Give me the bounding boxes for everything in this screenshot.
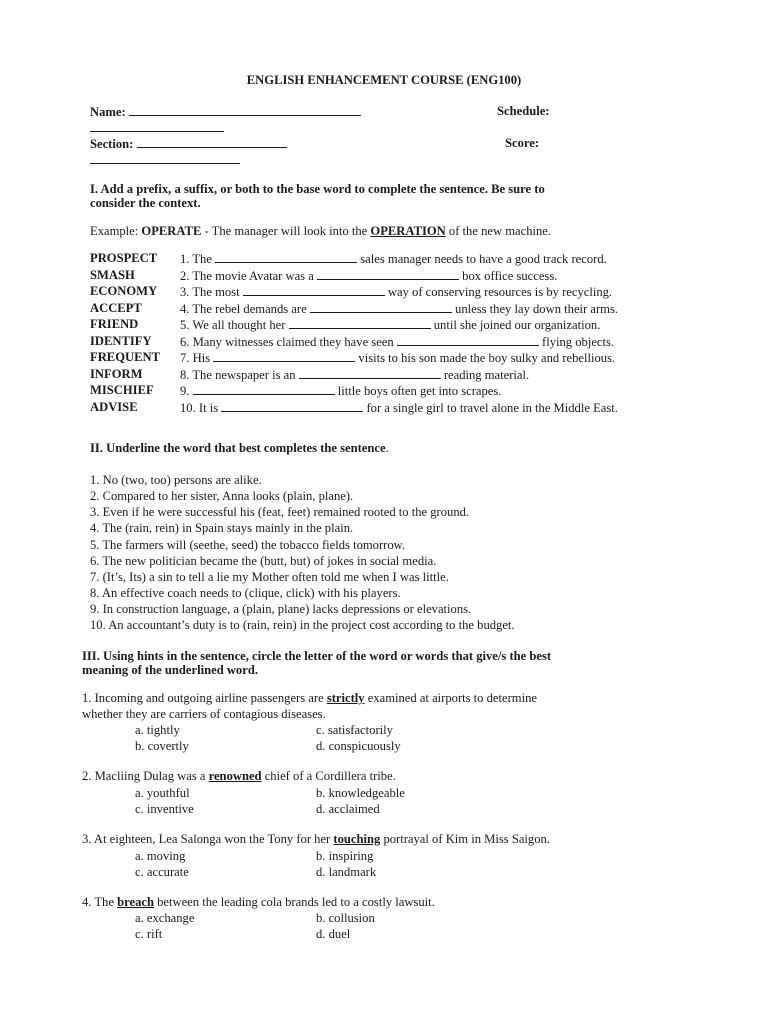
question-4: 4. The breach between the leading cola brands led to a costly lawsuit. <box>82 895 435 909</box>
section-field <box>90 136 287 152</box>
base-word: IDENTIFY <box>90 333 152 348</box>
name-field <box>90 104 361 120</box>
part2-instruction: II. Underline the word that best completes the sentence. <box>90 441 389 455</box>
option-a[interactable]: a. exchange <box>135 911 195 925</box>
section-label: Section: <box>90 137 134 151</box>
sentence: 1. The sales manager needs to have a good track record. <box>180 252 607 266</box>
part1-item <box>0 383 768 399</box>
part2-item: 3. Even if he were successful his (feat, feet) remained rooted to the ground. <box>90 505 470 519</box>
answer-blank <box>310 301 452 313</box>
option-d[interactable]: d. acclaimed <box>316 802 380 816</box>
option-a[interactable]: a. tightly <box>135 723 180 737</box>
name-label: Name: <box>90 105 126 119</box>
question-1: 1. Incoming and outgoing airline passengers are strictly examined at airports to determine <box>82 691 537 705</box>
answer-blank <box>213 350 355 362</box>
underlined-word: strictly <box>326 691 365 705</box>
answer-blank <box>193 383 335 395</box>
base-word: FREQUENT <box>90 350 160 364</box>
part1-example <box>90 224 551 239</box>
underlined-word: renowned <box>208 769 262 783</box>
part2-item: 5. The farmers will (seethe, seed) the tobacco fields tomorrow. <box>90 538 406 552</box>
schedule-blank-row <box>90 120 224 136</box>
option-c[interactable]: c. rift <box>135 927 163 941</box>
option-b[interactable]: b. covertly <box>135 739 189 753</box>
answer-blank <box>243 284 385 296</box>
question-1-line2: whether they are carriers of contagious diseases. <box>82 707 326 721</box>
part1-item <box>0 301 768 317</box>
option-d[interactable]: d. landmark <box>316 865 377 879</box>
base-word: SMASH <box>90 267 135 282</box>
answer-blank <box>397 334 539 346</box>
part2-item: 8. An effective coach needs to (clique, click) with his players. <box>90 586 401 600</box>
part1-item <box>0 268 768 284</box>
sentence: 5. We all thought her until she joined our organization. <box>180 318 601 332</box>
part2-item: 9. In construction language, a (plain, plane) lacks depressions or elevations. <box>90 602 472 616</box>
base-word: PROSPECT <box>90 251 158 265</box>
sentence: 8. The newspaper is an reading material. <box>180 367 530 382</box>
score-blank <box>90 152 240 164</box>
answer-blank <box>289 317 431 329</box>
part2-item: 6. The new politician became the (butt, but) of jokes in social media. <box>90 554 437 568</box>
part1-instruction-line2: consider the context. <box>90 196 201 210</box>
option-b[interactable]: b. collusion <box>316 911 375 925</box>
example-answer: OPERATION <box>370 224 446 238</box>
example-prefix: Example: <box>90 224 142 238</box>
score-blank-row <box>90 152 240 168</box>
answer-blank <box>215 251 357 263</box>
option-d[interactable]: d. conspicuously <box>316 739 401 753</box>
option-c[interactable]: c. satisfactorily <box>316 723 393 737</box>
example-end: of the new machine. <box>445 224 552 238</box>
option-b[interactable]: b. knowledgeable <box>316 786 405 800</box>
schedule-blank <box>90 120 224 132</box>
option-c[interactable]: c. inventive <box>135 802 194 816</box>
worksheet-title: ENGLISH ENHANCEMENT COURSE (ENG100) <box>246 73 522 87</box>
part2-item: 10. An accountant’s duty is to (rain, rein) in the project cost according to the budget. <box>90 618 515 632</box>
underlined-word: touching <box>333 832 381 846</box>
sentence: 3. The most way of conserving resources is by recycling. <box>180 285 613 299</box>
sentence: 7. His visits to his son made the boy sulky and rebellious. <box>180 351 616 365</box>
name-blank <box>129 104 361 116</box>
part1-item <box>0 251 768 267</box>
option-a[interactable]: a. youthful <box>135 786 190 800</box>
option-a[interactable]: a. moving <box>135 849 186 863</box>
part3-instruction-line2: meaning of the underlined word. <box>82 663 258 677</box>
base-word: ADVISE <box>90 399 138 414</box>
part1-item <box>0 334 768 350</box>
underlined-word: breach <box>117 895 154 909</box>
section-blank <box>137 136 287 148</box>
answer-blank <box>317 268 459 280</box>
sentence: 6. Many witnesses claimed they have seen flying objects. <box>180 334 615 349</box>
part1-item <box>0 284 768 300</box>
sentence: 9. little boys often get into scrapes. <box>180 384 502 398</box>
option-d[interactable]: d. duel <box>316 927 351 941</box>
base-word: MISCHIEF <box>90 383 154 397</box>
base-word: INFORM <box>90 366 143 381</box>
part1-item <box>0 350 768 366</box>
part2-item: 2. Compared to her sister, Anna looks (plain, plane). <box>90 489 354 503</box>
part1-item <box>0 400 768 416</box>
part2-item: 4. The (rain, rein) in Spain stays mainly in the plain. <box>90 521 354 535</box>
answer-blank <box>221 400 363 412</box>
sentence: 10. It is for a single girl to travel alone in the Middle East. <box>180 400 618 415</box>
part2-item: 1. No (two, too) persons are alike. <box>90 473 262 487</box>
question-3: 3. At eighteen, Lea Salonga won the Tony for her touching portrayal of Kim in Miss Saigon. <box>82 832 550 846</box>
answer-blank <box>299 367 441 379</box>
option-b[interactable]: b. inspiring <box>316 849 374 863</box>
base-word: FRIEND <box>90 317 139 331</box>
base-word: ACCEPT <box>90 300 142 315</box>
schedule-label: Schedule: <box>497 104 550 118</box>
option-c[interactable]: c. accurate <box>135 865 189 879</box>
part1-instruction: I. Add a prefix, a suffix, or both to the base word to complete the sentence. Be sure to <box>90 182 545 196</box>
part1-item <box>0 317 768 333</box>
question-2: 2. Macliing Dulag was a renowned chief of a Cordillera tribe. <box>82 769 396 783</box>
example-word: OPERATE <box>141 224 202 238</box>
score-label: Score: <box>505 136 540 150</box>
part2-item: 7. (It’s, Its) a sin to tell a lie my Mother often told me when I was little. <box>90 570 449 584</box>
part3-instruction: III. Using hints in the sentence, circle the letter of the word or words that give/s the best <box>82 649 552 663</box>
sentence: 2. The movie Avatar was a box office success. <box>180 268 558 283</box>
example-mid: - The manager will look into the <box>201 224 371 238</box>
part1-item <box>0 367 768 383</box>
base-word: ECONOMY <box>90 284 158 298</box>
sentence: 4. The rebel demands are unless they lay down their arms. <box>180 301 619 316</box>
